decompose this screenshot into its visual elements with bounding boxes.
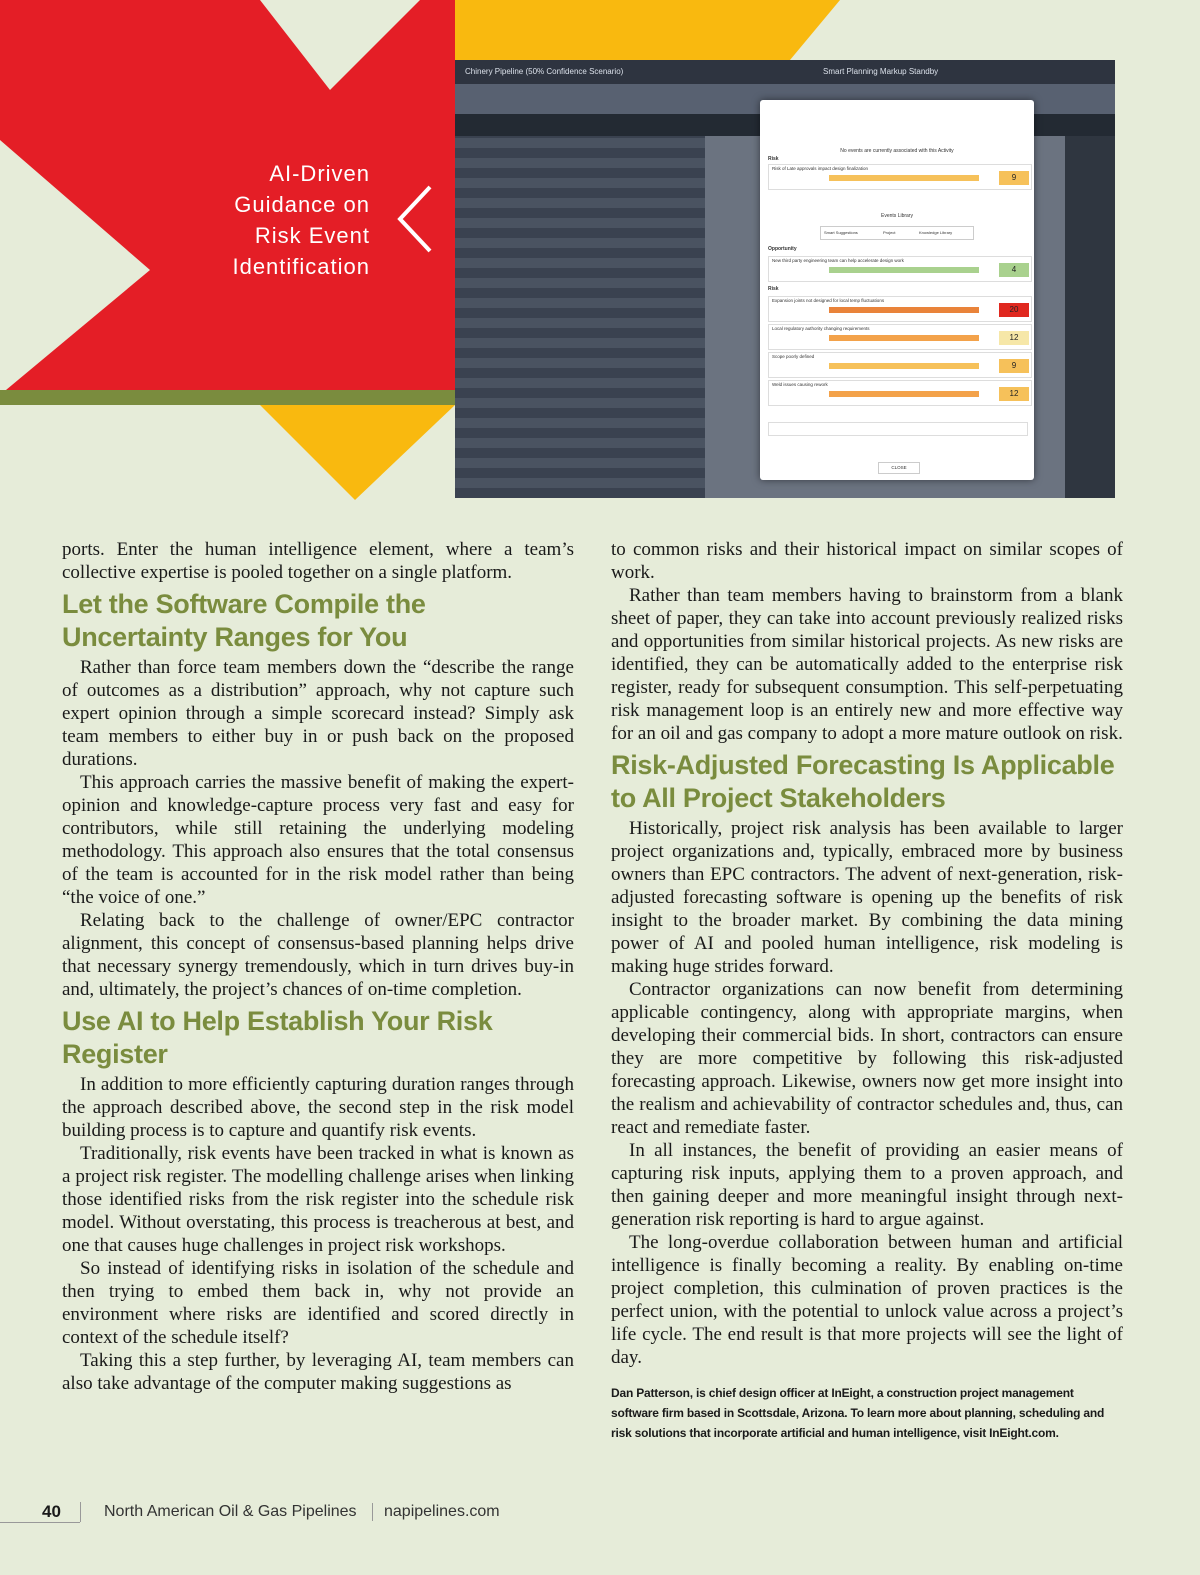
- paragraph: Relating back to the challenge of owner/EPC contractor alignment, this concept of consensus-based planning helps drive that necessary synergy tremendously, which in turn drives buy-in and, ultimately, the project’s chances of on-time completion.: [62, 910, 574, 1000]
- risk-score: 12: [999, 331, 1029, 345]
- page-footer: [0, 1498, 1200, 1528]
- software-screenshot: [455, 60, 1115, 498]
- risk-card[interactable]: Scope poorly defined 9: [768, 352, 1032, 378]
- footer-divider: [80, 1502, 81, 1522]
- risk-score: 20: [999, 303, 1029, 317]
- risk-card[interactable]: Weld issues causing rework 12: [768, 380, 1032, 406]
- article-column-left: [62, 538, 574, 1395]
- page-number: 40: [42, 1502, 61, 1521]
- screenshot-menu: Smart Planning Markup Standby: [823, 67, 939, 76]
- paragraph: Rather than force team members down the “describe the range of outcomes as a distribution” approach, why not capture such expert opinion through a simple scorecard instead? Simply ask team members to either buy in or push back on the proposed durations.: [62, 657, 574, 770]
- article-column-right: [611, 538, 1123, 1443]
- tab-knowledge-library[interactable]: Knowledge Library: [919, 230, 953, 235]
- paragraph: to common risks and their historical impact on similar scopes of work.: [611, 539, 1123, 583]
- risk-score: 9: [999, 171, 1029, 185]
- close-button[interactable]: CLOSE: [878, 462, 920, 474]
- opportunity-score: 4: [999, 263, 1029, 277]
- paragraph: So instead of identifying risks in isolation of the schedule and then trying to embed them back in, why not provide an environment where risks are identified and scored directly in context of the schedule itself?: [62, 1258, 574, 1348]
- figure-caption: AI-Driven Guidance on Risk Event Identification: [232, 161, 370, 279]
- risk-card[interactable]: Risk of Late approvals impact design finalization 9: [768, 164, 1032, 190]
- add-risk-row[interactable]: [768, 422, 1028, 436]
- paragraph: Historically, project risk analysis has been available to larger project organizations and, typically, embraced more by business owners than EPC contractors. The advent of next-generation, risk-adjusted forecasting software is opening up the benefits of risk insight to the broader market. By combining the data mining power of AI and pooled human intelligence, risk modeling is making huge strides forward.: [611, 818, 1123, 977]
- section-heading: Let the Software Compile the Uncertainty Ranges for You: [62, 589, 426, 652]
- paragraph: This approach carries the massive benefit of making the expert-opinion and knowledge-capture process very fast and easy for contributors, while still retaining the underlying modeling methodology. This approach also ensures that the total consensus of the team is accounted for in the risk model rather than being “the voice of one.”: [62, 772, 574, 908]
- risk-section-label-2: Risk: [768, 286, 779, 292]
- opportunity-card[interactable]: New third party engineering team can help accelerate design work 4: [768, 256, 1032, 282]
- tab-smart-suggestions[interactable]: Smart Suggestions: [824, 230, 858, 235]
- section-heading: Risk-Adjusted Forecasting Is Applicable to All Project Stakeholders: [611, 750, 1115, 813]
- risk-card[interactable]: Local regulatory authority changing requirements 12: [768, 324, 1032, 350]
- publication-name: North American Oil & Gas Pipelines: [104, 1503, 357, 1520]
- paragraph: In all instances, the benefit of providing an easier means of capturing risk inputs, applying them to a proven approach, and then gaining deeper and more meaningful insight through next-generation risk reporting is hard to argue against.: [611, 1140, 1123, 1230]
- paragraph: Contractor organizations can now benefit from determining applicable contingency, along with appropriate margins, when developing their commercial bids. In short, contractors can ensure they are more competitive by following this risk-adjusted forecasting approach. Likewise, owners now get more insight into the realism and achievability of contractor schedules and, thus, can react and remediate faster.: [611, 979, 1123, 1138]
- paragraph: Traditionally, risk events have been tracked in what is known as a project risk register. The modelling challenge arises when linking those identified risks from the risk register into the schedule risk model. Without overstating, this process is treacherous at best, and one that causes huge challenges in project risk workshops.: [62, 1143, 574, 1256]
- paragraph: ports. Enter the human intelligence element, where a team’s collective expertise is pooled together on a single platform.: [62, 539, 574, 583]
- screenshot-titlebar: [455, 60, 1115, 84]
- risk-score: 12: [999, 387, 1029, 401]
- paragraph: In addition to more efficiently capturing duration ranges through the approach described above, the second step in the risk model building process is to capture and quantify risk events.: [62, 1074, 574, 1141]
- opportunity-section-label: Opportunity: [768, 246, 797, 252]
- paragraph: The long-overdue collaboration between human and artificial intelligence is finally becoming a reality. By enabling on-time project completion, this culmination of proven practices is the perfect union, with the potential to unlock value across a project’s life cycle. The end result is that more projects will see the light of day.: [611, 1232, 1123, 1368]
- footer-rule: [0, 1522, 80, 1523]
- author-bio: Dan Patterson, is chief design officer at InEight, a construction project management software firm based in Scottsdale, Arizona. To learn more about planning, scheduling and risk solutions that incorporate artificial and human intelligence, visit InEight.com.: [611, 1386, 1105, 1440]
- events-library-label: Events Library: [881, 213, 913, 219]
- tab-project[interactable]: Project: [883, 230, 896, 235]
- paragraph: Rather than team members having to brainstorm from a blank sheet of paper, they can take into account previously realized risks and opportunities from similar historical projects. As new risks are identified, they can be automatically added to the enterprise risk register, ready for subsequent consumption. This self-perpetuating risk management loop is an entirely new and more effective way for an oil and gas company to adopt a more mature outlook on risk.: [611, 585, 1123, 744]
- screenshot-title: Chinery Pipeline (50% Confidence Scenario): [465, 67, 624, 76]
- modal-message: No events are currently associated with this Activity: [840, 148, 954, 154]
- risk-score: 9: [999, 359, 1029, 373]
- paragraph: Taking this a step further, by leveraging AI, team members can also take advantage of the computer making suggestions as: [62, 1350, 574, 1394]
- section-heading: Use AI to Help Establish Your Risk Register: [62, 1006, 493, 1069]
- risk-section-label: Risk: [768, 156, 779, 162]
- library-tabs: [820, 226, 974, 240]
- risk-card[interactable]: Expansion joints not designed for local temp fluctuations 20: [768, 296, 1032, 322]
- footer-divider: [372, 1503, 373, 1521]
- risk-events-modal: [760, 100, 1034, 480]
- website-link[interactable]: napipelines.com: [384, 1503, 500, 1520]
